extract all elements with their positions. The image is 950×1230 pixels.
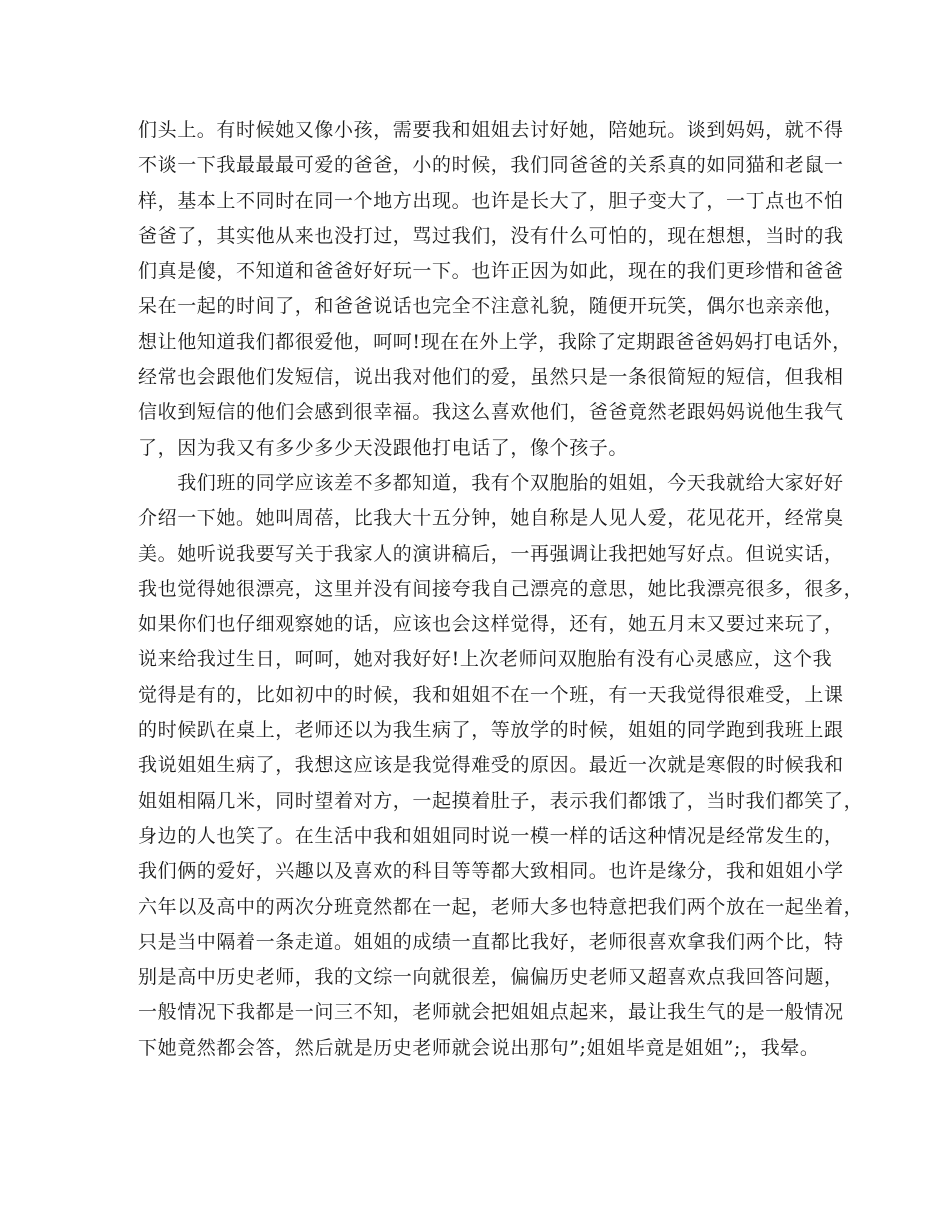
text-line: 了，因为我又有多少多少天没跟他打电话了，像个孩子。	[138, 436, 629, 459]
text-line: 我说姐姐生病了，我想这应该是我觉得难受的原因。最近一次就是寒假的时候我和	[138, 754, 844, 777]
text-line: 们头上。有时候她又像小孩，需要我和姐姐去讨好她，陪她玩。谈到妈妈，就不得	[138, 119, 844, 141]
text-line: 我也觉得她很漂亮，这里并没有间接夸我自己漂亮的意思，她比我漂亮很多，很多，	[138, 577, 864, 600]
text-line: 别是高中历史老师，我的文综一向就很差，偏偏历史老师又超喜欢点我回答问题，	[138, 966, 844, 989]
text-line: 爸爸了，其实他从来也没打过，骂过我们，没有什么可怕的，现在想想，当时的我	[138, 224, 844, 247]
text-line: 想让他知道我们都很爱他，呵呵!现在在外上学，我除了定期跟爸爸妈妈打电话外，	[138, 330, 852, 353]
document-body	[138, 113, 864, 1066]
text-line: 信收到短信的他们会感到很幸福。我这么喜欢他们，爸爸竟然老跟妈妈说他生我气	[138, 401, 844, 424]
text-line: 介绍一下她。她叫周蓓，比我大十五分钟，她自称是人见人爱，花见花开，经常臭	[138, 507, 844, 530]
text-line: 样，基本上不同时在同一个地方出现。也许是长大了，胆子变大了，一丁点也不怕	[138, 189, 844, 212]
text-line: 我们俩的爱好，兴趣以及喜欢的科目等等都大致相同。也许是缘分，我和姐姐小学	[138, 860, 844, 883]
text-line: 六年以及高中的两次分班竟然都在一起，老师大多也特意把我们两个放在一起坐着，	[138, 895, 864, 918]
text-line: 不谈一下我最最最可爱的爸爸，小的时候，我们同爸爸的关系真的如同猫和老鼠一	[138, 154, 844, 177]
text-line: 觉得是有的，比如初中的时候，我和姐姐不在一个班，有一天我觉得很难受，上课	[138, 683, 844, 706]
text-line: 如果你们也仔细观察她的话，应该也会这样觉得，还有，她五月末又要过来玩了，	[138, 613, 844, 636]
text-line: 们真是傻，不知道和爸爸好好玩一下。也许正因为如此，现在的我们更珍惜和爸爸	[138, 260, 844, 283]
text-line: 我们班的同学应该差不多都知道，我有个双胞胎的姐姐，今天我就给大家好好	[138, 471, 844, 494]
text-line: 一般情况下我都是一问三不知，老师就会把姐姐点起来，最让我生气的是一般情况	[138, 1001, 844, 1024]
text-line: 呆在一起的时间了，和爸爸说话也完全不注意礼貌，随便开玩笑，偶尔也亲亲他，	[138, 295, 844, 318]
text-line: 下她竟然都会答，然后就是历史老师就会说出那句”;姐姐毕竟是姐姐”;，我晕。	[138, 1036, 820, 1059]
text-line: 只是当中隔着一条走道。姐姐的成绩一直都比我好，老师很喜欢拿我们两个比，特	[138, 930, 844, 953]
text-line: 的时候趴在桌上，老师还以为我生病了，等放学的时候，姐姐的同学跑到我班上跟	[138, 719, 844, 742]
text-line: 美。她听说我要写关于我家人的演讲稿后，一再强调让我把她写好点。但说实话，	[138, 542, 844, 565]
text-line: 说来给我过生日，呵呵，她对我好好!上次老师问双胞胎有没有心灵感应，这个我	[138, 648, 833, 671]
text-line: 经常也会跟他们发短信，说出我对他们的爱，虽然只是一条很简短的短信，但我相	[138, 366, 844, 389]
text-line: 身边的人也笑了。在生活中我和姐姐同时说一模一样的话这种情况是经常发生的，	[138, 824, 844, 847]
text-line: 姐姐相隔几米，同时望着对方，一起摸着肚子，表示我们都饿了，当时我们都笑了，	[138, 789, 864, 812]
